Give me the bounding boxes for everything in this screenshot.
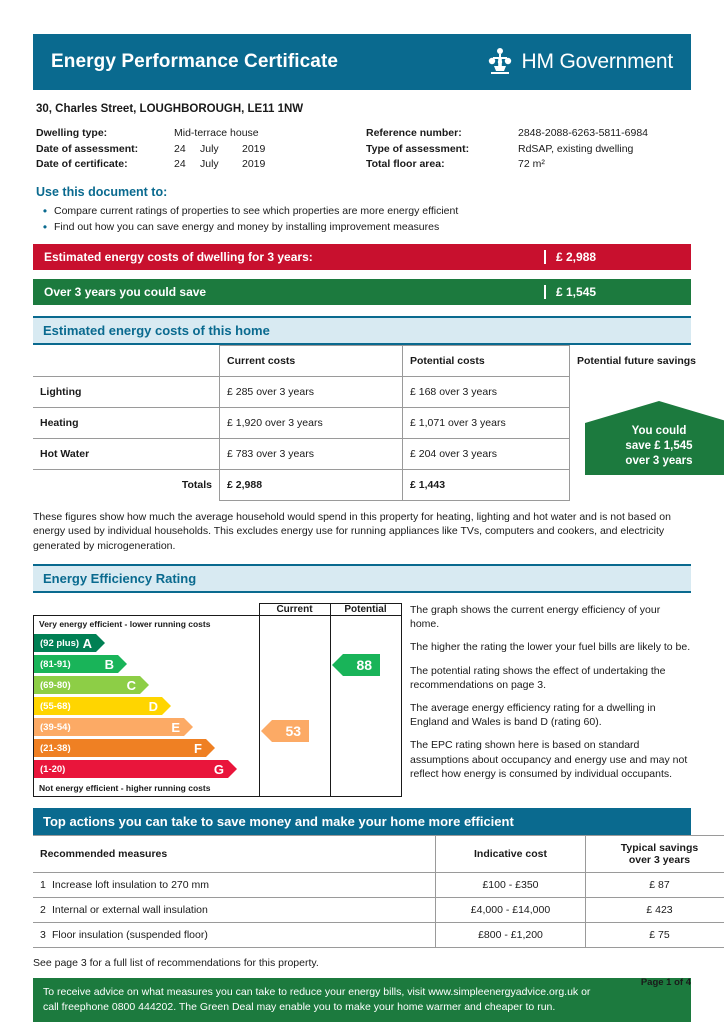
potential-rating-arrow-wrap (331, 626, 401, 786)
rec-measure-1 (33, 873, 436, 898)
table-row (33, 873, 724, 898)
rec-number-2: 2 (40, 904, 46, 916)
see-page-note: See page 3 for a full list of recommendations for this property. (33, 957, 319, 969)
list-item (36, 220, 691, 235)
graph-header-blank (34, 604, 260, 616)
advice-banner (33, 978, 691, 1022)
table-header-row (33, 345, 724, 376)
band-g-range: (1-20) (40, 763, 66, 775)
band-list (34, 633, 259, 779)
table-row (33, 923, 724, 948)
rating-paragraph-2: The higher the rating the lower your fuel bills are likely to be. (410, 641, 691, 654)
potential-saving-value: £ 1,545 (544, 285, 690, 299)
band-a-range: (92 plus) (40, 637, 80, 649)
bullet-text: Find out how you can save energy and money by installing improvement measures (54, 220, 440, 233)
current-rating-badge (272, 720, 310, 742)
band-c-range: (69-80) (40, 679, 71, 691)
estimated-cost-label: Estimated energy costs of dwelling for 3 years: (44, 249, 313, 264)
estimated-cost-value: £ 2,988 (544, 250, 690, 264)
meta-left-labels (36, 126, 174, 173)
band-d-range: (55-68) (40, 700, 71, 712)
assessment-day: 24 (174, 142, 186, 155)
assessment-month: July (200, 142, 219, 155)
band-d (34, 697, 162, 715)
rec-measure-3 (33, 923, 436, 948)
advice-line-2: call freephone 0800 444202. The Green Deal may enable you to make your home warmer and cheaper to run. (43, 1001, 556, 1013)
epc-graph-table (33, 603, 402, 797)
costs-header-savings: Potential future savings (577, 354, 697, 367)
band-e (34, 718, 184, 736)
band-row (34, 738, 259, 758)
rec-cost-3: £800 - £1,200 (436, 923, 586, 948)
rating-explanations (398, 603, 691, 797)
costs-header-blank (33, 345, 220, 376)
band-e-letter: E (171, 719, 180, 735)
savings-line-1: You could (631, 425, 687, 437)
totals-current: £ 2,988 (220, 469, 403, 500)
heating-potential: £ 1,071 over 3 years (403, 407, 570, 438)
certificate-year: 2019 (242, 158, 266, 170)
use-document-title: Use this document to: (36, 184, 168, 199)
potential-saving-banner (33, 279, 691, 305)
rec-measure-text-2: Internal or external wall insulation (52, 904, 208, 916)
rec-header-cost: Indicative cost (436, 836, 586, 873)
savings-line-2: save £ 1,545 (625, 440, 693, 452)
hot-water-potential: £ 204 over 3 years (403, 438, 570, 469)
potential-rating-cell (330, 616, 401, 797)
rec-cost-1: £100 - £350 (436, 873, 586, 898)
reference-number-value: 2848-2088-6263-5811-6984 (518, 127, 648, 139)
graph-body-row (34, 616, 402, 797)
band-c (34, 676, 140, 694)
bullet-dot-icon: • (42, 203, 48, 218)
costs-header-potential: Potential costs (403, 345, 570, 376)
graph-col-current: Current (259, 604, 330, 616)
current-arrow-tip-icon (261, 720, 272, 742)
band-g-letter: G (213, 761, 224, 777)
rating-paragraph-3: The potential rating shows the effect of undertaking the recommendations on page 3. (410, 664, 666, 691)
band-f-letter: F (194, 740, 202, 756)
rec-number-1: 1 (40, 879, 46, 891)
rec-header-savings (586, 836, 724, 873)
band-row (34, 717, 259, 737)
table-row (33, 376, 724, 407)
heating-current: £ 1,920 over 3 years (220, 407, 403, 438)
rating-paragraph-4: The average energy efficiency rating for a dwelling in England and Wales is band D (rating 60). (410, 702, 656, 729)
rec-cost-2: £4,000 - £14,000 (436, 898, 586, 923)
list-item (36, 204, 691, 219)
meta-left-column (36, 126, 366, 173)
band-row (34, 654, 259, 674)
type-of-assessment-value: RdSAP, existing dwelling (518, 142, 634, 155)
hm-government-text: HM Government (521, 50, 673, 73)
lighting-potential: £ 168 over 3 years (403, 376, 570, 407)
certificate-day: 24 (174, 158, 186, 170)
lighting-current: £ 285 over 3 years (220, 376, 403, 407)
rec-measure-text-3: Floor insulation (suspended floor) (52, 929, 208, 941)
rec-measure-text-1: Increase loft insulation to 270 mm (52, 879, 209, 891)
dwelling-type-value: Mid-terrace house (174, 127, 259, 139)
potential-rating-value: 88 (356, 657, 373, 673)
royal-crest-icon (485, 46, 515, 78)
current-rating-arrow-wrap (260, 626, 330, 786)
graph-top-note: Very energy efficient - lower running costs (39, 619, 211, 629)
heating-label: Heating (33, 407, 220, 438)
epc-graph (33, 603, 398, 797)
reference-number-label: Reference number: (366, 127, 462, 139)
current-rating-cell (259, 616, 330, 797)
band-a-letter: A (82, 635, 92, 651)
page-header (33, 34, 691, 90)
meta-right-column (366, 126, 648, 173)
certificate-month: July (200, 158, 219, 170)
total-floor-area-value: 72 m² (518, 158, 545, 170)
savings-arrow (585, 401, 724, 475)
potential-rating-badge (343, 654, 381, 676)
meta-right-values (518, 126, 648, 173)
date-of-certificate-value (174, 157, 265, 173)
band-b (34, 655, 118, 673)
type-of-assessment-label: Type of assessment: (366, 142, 470, 155)
estimated-costs-table (33, 345, 724, 501)
arrow-head-icon (585, 401, 724, 423)
rec-number-3: 3 (40, 929, 46, 941)
graph-bands-cell (34, 616, 260, 797)
table-row (33, 898, 724, 923)
band-row (34, 633, 259, 653)
costs-footnote: These figures show how much the average household would spend in this property for heating, lighting and hot water and is not based on energy used by individual households. This excludes energy use for running appliances like TVs, computers and cookers, and electricity generated by microgeneration. (33, 510, 671, 552)
band-g (34, 760, 228, 778)
totals-label: Totals (181, 478, 212, 491)
totals-potential: £ 1,443 (403, 469, 570, 500)
band-f (34, 739, 206, 757)
dwelling-type-label: Dwelling type: (36, 127, 108, 139)
rating-paragraph-1: The graph shows the current energy efficiency of your home. (410, 604, 661, 631)
date-of-assessment-label: Date of assessment: (36, 142, 139, 155)
page-number: Page 1 of 4 (640, 977, 691, 988)
meta-left-values (174, 126, 265, 173)
date-of-certificate-label: Date of certificate: (36, 158, 128, 170)
band-c-letter: C (126, 677, 136, 693)
band-row (34, 696, 259, 716)
band-row (34, 675, 259, 695)
band-d-letter: D (148, 698, 158, 714)
hm-government-logo (485, 46, 673, 78)
bullet-text: Compare current ratings of properties to see which properties are more energy efficient (54, 204, 459, 217)
lighting-label: Lighting (33, 376, 220, 407)
graph-col-potential: Potential (330, 604, 401, 616)
rec-savings-1: £ 87 (586, 873, 724, 898)
savings-line-3: over 3 years (625, 455, 693, 467)
advice-line-1: To receive advice on what measures you can take to reduce your energy bills, visit www.simpleenergyadvice.org.uk or (43, 986, 591, 998)
assessment-year: 2019 (242, 142, 266, 155)
band-a (34, 634, 96, 652)
energy-rating-section-title: Energy Efficiency Rating (33, 564, 691, 593)
property-address: 30, Charles Street, LOUGHBOROUGH, LE11 1NW (36, 103, 304, 115)
rec-header-savings-line1: Typical savings (620, 842, 699, 854)
bullet-dot-icon: • (42, 219, 48, 234)
top-actions-section-title: Top actions you can take to save money and make your home more efficient (33, 808, 691, 835)
use-document-bullets (36, 204, 691, 235)
savings-arrow-cell (570, 376, 724, 500)
energy-rating-graph-area (33, 603, 691, 797)
costs-header-current: Current costs (220, 345, 403, 376)
potential-arrow-tip-icon (332, 654, 343, 676)
savings-arrow-text (585, 423, 724, 475)
estimated-cost-banner (33, 244, 691, 270)
rec-savings-2: £ 423 (586, 898, 724, 923)
graph-header-row (34, 604, 402, 616)
band-e-range: (39-54) (40, 721, 71, 733)
recommendations-table (33, 835, 724, 948)
band-f-range: (21-38) (40, 742, 71, 754)
hot-water-label: Hot Water (33, 438, 220, 469)
meta-right-labels (366, 126, 518, 173)
band-b-range: (81-91) (40, 658, 71, 670)
rec-header-savings-line2: over 3 years (628, 854, 691, 866)
graph-bottom-note: Not energy efficient - higher running costs (39, 783, 211, 793)
potential-saving-label: Over 3 years you could save (44, 284, 207, 299)
current-rating-value: 53 (285, 723, 302, 739)
rec-header-measures: Recommended measures (33, 836, 436, 873)
total-floor-area-label: Total floor area: (366, 158, 445, 170)
rec-measure-2 (33, 898, 436, 923)
page-title: Energy Performance Certificate (51, 51, 339, 72)
hot-water-current: £ 783 over 3 years (220, 438, 403, 469)
table-header-row (33, 836, 724, 873)
date-of-assessment-value (174, 142, 265, 158)
rating-paragraph-5: The EPC rating shown here is based on standard assumptions about occupancy and energy use and may not reflect how energy is consumed by individual occupants. (410, 739, 688, 780)
rec-savings-3: £ 75 (586, 923, 724, 948)
band-b-letter: B (104, 656, 114, 672)
estimated-costs-section-title: Estimated energy costs of this home (33, 316, 691, 345)
certificate-meta (36, 126, 691, 173)
band-row (34, 759, 259, 779)
